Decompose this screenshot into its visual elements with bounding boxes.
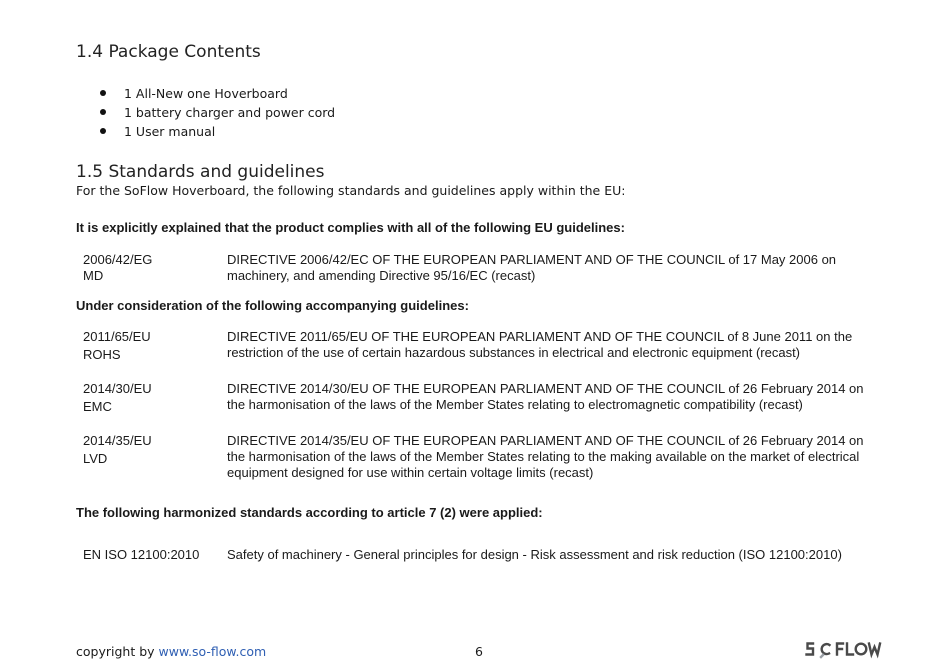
bullet-icon bbox=[100, 109, 106, 115]
guideline-short-name: LVD bbox=[83, 451, 108, 466]
standard-code-cell bbox=[83, 547, 223, 563]
standards-intro: For the SoFlow Hoverboard, the following standards and guidelines apply within the EU: bbox=[76, 183, 626, 198]
section-heading-standards: 1.5 Standards and guidelines bbox=[76, 162, 325, 182]
guideline-code: 2014/30/EU bbox=[83, 381, 152, 396]
guideline-code: 2011/65/EU bbox=[83, 329, 151, 344]
copyright-text: copyright by bbox=[76, 644, 159, 659]
soflow-logo bbox=[804, 639, 886, 659]
harmonized-standards-heading: The following harmonized standards according to article 7 (2) were applied: bbox=[76, 505, 543, 520]
guideline-code: 2006/42/EG bbox=[83, 252, 153, 267]
list-item-label: 1 battery charger and power cord bbox=[124, 105, 336, 120]
package-contents-list bbox=[100, 84, 335, 141]
guideline-description: DIRECTIVE 2014/35/EU OF THE EUROPEAN PARLIAMENT AND OF THE COUNCIL of 26 February 2014 on the harmonisation of the laws of the Member States relating to the making available on the market of electrical equipment designed for use within certain voltage limits (recast) bbox=[227, 433, 864, 480]
guideline-code-cell bbox=[83, 329, 223, 363]
standard-code: EN ISO 12100:2010 bbox=[83, 547, 200, 562]
guideline-description: DIRECTIVE 2011/65/EU OF THE EUROPEAN PARLIAMENT AND OF THE COUNCIL of 8 June 2011 on the restriction of the use of certain hazardous substances in electrical and electronic equipment (recast) bbox=[227, 329, 853, 360]
list-item bbox=[100, 103, 335, 122]
section-heading-package-contents: 1.4 Package Contents bbox=[76, 42, 261, 62]
guideline-code-cell bbox=[83, 433, 223, 467]
bullet-icon bbox=[100, 128, 106, 134]
guideline-short-name: ROHS bbox=[83, 347, 121, 362]
website-link[interactable]: www.so-flow.com bbox=[158, 644, 267, 659]
page-number: 6 bbox=[475, 644, 483, 659]
guideline-short-name: MD bbox=[83, 268, 104, 283]
guideline-code: 2014/35/EU bbox=[83, 433, 152, 448]
eu-guidelines-heading: It is explicitly explained that the product complies with all of the following EU guidelines: bbox=[76, 220, 625, 235]
list-item bbox=[100, 84, 335, 103]
list-item-label: 1 All-New one Hoverboard bbox=[124, 86, 288, 101]
accompanying-guidelines-heading: Under consideration of the following accompanying guidelines: bbox=[76, 298, 469, 313]
list-item bbox=[100, 122, 335, 141]
bullet-icon bbox=[100, 90, 106, 96]
guideline-code-cell bbox=[83, 381, 223, 415]
standard-description: Safety of machinery - General principles for design - Risk assessment and risk reduction (ISO 12100:2010) bbox=[227, 547, 842, 562]
guideline-description: DIRECTIVE 2014/30/EU OF THE EUROPEAN PARLIAMENT AND OF THE COUNCIL of 26 February 2014 on the harmonisation of the laws of the Member States relating to electromagnetic compatibility (recast) bbox=[227, 381, 864, 412]
guideline-description: DIRECTIVE 2006/42/EC OF THE EUROPEAN PARLIAMENT AND OF THE COUNCIL of 17 May 2006 on machinery, and amending Directive 95/16/EC (recast) bbox=[227, 252, 837, 283]
footer-copyright bbox=[76, 644, 266, 659]
list-item-label: 1 User manual bbox=[124, 124, 216, 139]
guideline-short-name: EMC bbox=[83, 399, 112, 414]
guideline-code-cell bbox=[83, 252, 223, 284]
